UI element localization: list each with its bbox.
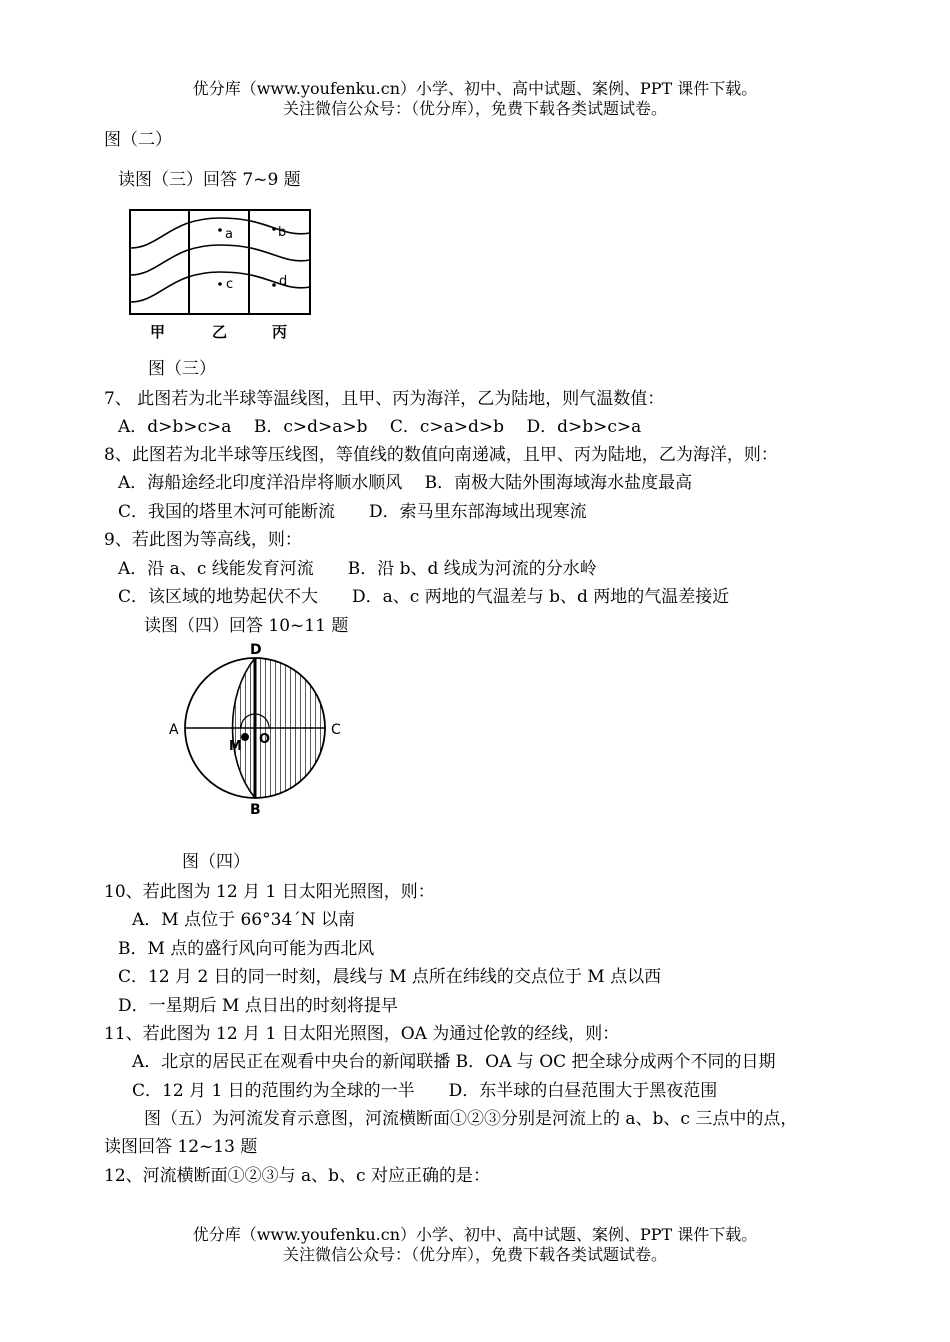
q9-stem: 9、若此图为等高线，则：: [104, 530, 302, 550]
footer-line-2: 关注微信公众号：（优分库），免费下载各类试题试卷。: [282, 1245, 667, 1264]
q8-stem: 8、此图若为北半球等压线图，等值线的数值向南递减，且甲、丙为陆地，乙为海洋，则：: [104, 445, 778, 465]
point-a: [218, 228, 222, 232]
isoline-2: [130, 245, 310, 275]
figure-4-intro: 读图（四）回答 10~11 题: [144, 616, 349, 636]
header-line-2: 关注微信公众号：（优分库），免费下载各类试题试卷。: [282, 99, 667, 118]
label-a: a: [225, 227, 233, 242]
header-line-1: 优分库（www.youfenku.cn）小学、初中、高中试题、案例、PPT 课件下载。: [192, 79, 758, 98]
footer-line-1: 优分库（www.youfenku.cn）小学、初中、高中试题、案例、PPT 课件下载。: [192, 1225, 758, 1244]
figure-3-isoline-diagram: [125, 205, 315, 345]
label-jia: 甲: [150, 323, 166, 341]
q12-stem: 12、河流横断面①②③与 a、b、c 对应正确的是：: [104, 1166, 490, 1186]
q11-options-cd: C．12 月 1 日的范围约为全球的一半 D．东半球的白昼范围大于黑夜范围: [132, 1081, 718, 1101]
label-c: c: [226, 277, 234, 292]
figure-2-caption: 图（二）: [104, 130, 172, 150]
q11-stem: 11、若此图为 12 月 1 日太阳光照图，OA 为通过伦敦的经线，则：: [104, 1024, 620, 1044]
label-D: D: [250, 642, 262, 658]
q8-options-ab: A．海船途经北印度洋沿岸将顺水顺风 B．南极大陆外围海域海水盐度最高: [118, 473, 693, 493]
q7-options: A．d>b>c>a B．c>d>a>b C．c>a>d>b D．d>b>c>a: [118, 417, 642, 437]
point-b: [272, 227, 276, 231]
label-d: d: [279, 274, 288, 289]
q10-option-b: B．M 点的盛行风向可能为西北风: [118, 939, 375, 959]
q10-option-d: D．一星期后 M 点日出的时刻将提早: [118, 996, 398, 1016]
point-c: [218, 282, 222, 286]
point-d: [272, 283, 276, 287]
q9-options-ab: A．沿 a、c 线能发育河流 B．沿 b、d 线成为河流的分水岭: [118, 559, 597, 579]
label-bing: 丙: [272, 323, 288, 341]
q10-option-c: C．12 月 2 日的同一时刻，晨线与 M 点所在纬线的交点位于 M 点以西: [118, 967, 662, 987]
q7-stem: 7、 此图若为北半球等温线图，且甲、丙为海洋，乙为陆地，则气温数值：: [104, 389, 665, 409]
label-C: C: [331, 722, 341, 738]
figure-4-illumination-diagram: [165, 640, 355, 820]
point-m: [241, 733, 249, 741]
q11-options-ab: A．北京的居民正在观看中央台的新闻联播 B．OA 与 OC 把全球分成两个不同的日期: [132, 1052, 776, 1072]
figure-5-intro-line-2: 读图回答 12~13 题: [104, 1137, 258, 1157]
figure-4-caption: 图（四）: [182, 852, 250, 872]
label-yi: 乙: [212, 323, 228, 341]
q8-options-cd: C．我国的塔里木河可能断流 D．索马里东部海域出现寒流: [118, 502, 587, 522]
label-b: b: [278, 225, 287, 240]
figure-5-intro-line-1: 图（五）为河流发育示意图，河流横断面①②③分别是河流上的 a、b、c 三点中的点，: [144, 1109, 798, 1129]
q10-option-a: A．M 点位于 66°34´N 以南: [132, 910, 356, 930]
q10-stem: 10、若此图为 12 月 1 日太阳光照图，则：: [104, 882, 435, 902]
label-A: A: [169, 722, 179, 738]
label-O: O: [259, 732, 271, 747]
q9-options-cd: C．该区域的地势起伏不大 D．a、c 两地的气温差与 b、d 两地的气温差接近: [118, 587, 730, 607]
figure-3-intro: 读图（三）回答 7~9 题: [118, 170, 301, 190]
label-B: B: [250, 802, 261, 818]
label-M: M: [229, 739, 242, 754]
figure-3-caption: 图（三）: [148, 359, 216, 379]
